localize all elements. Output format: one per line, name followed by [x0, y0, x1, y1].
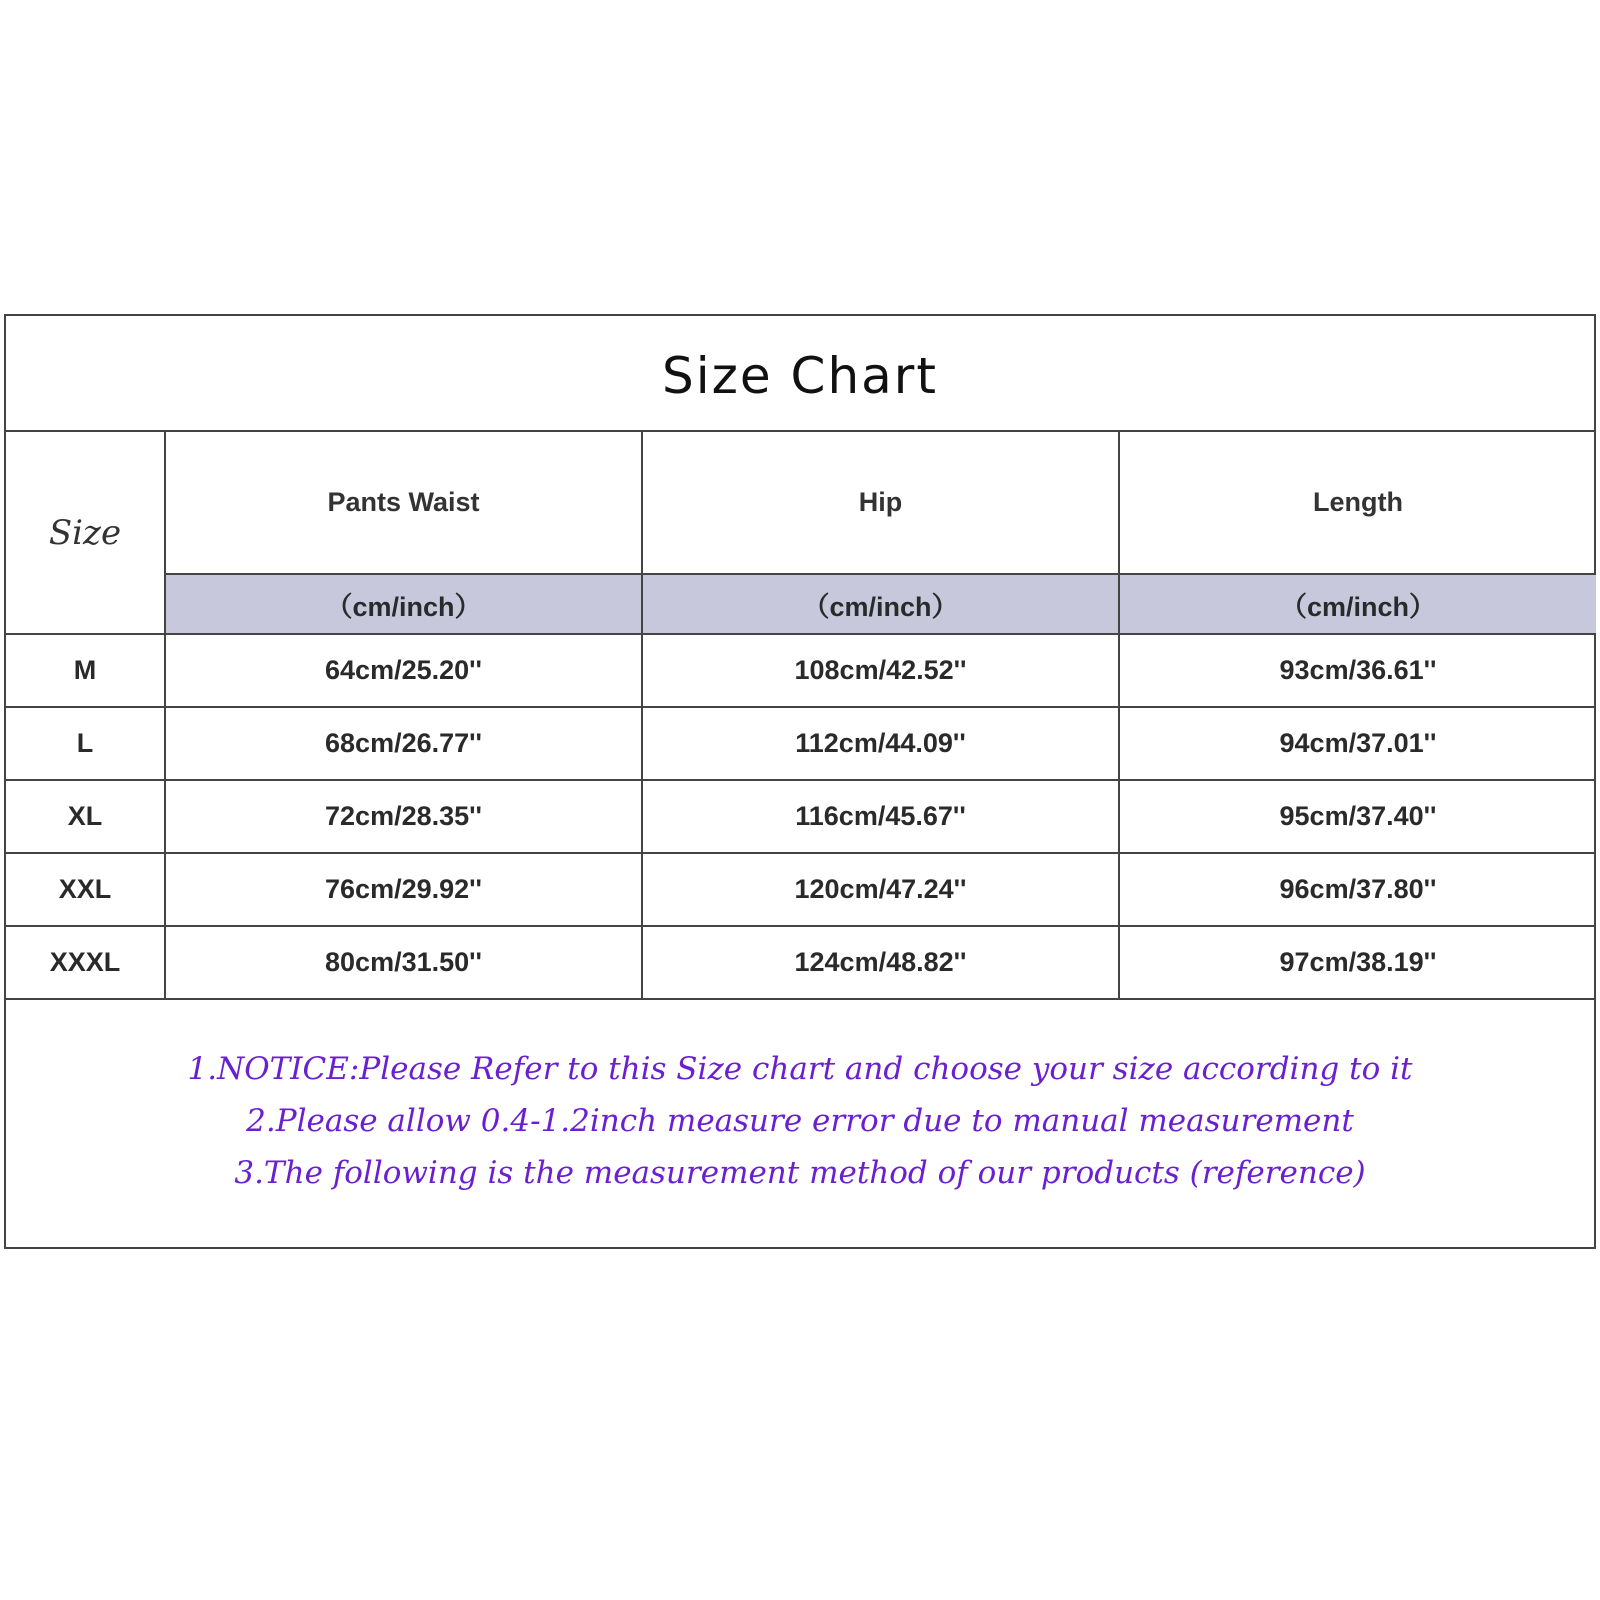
header-row	[6, 432, 1596, 574]
size-cell: XXXL	[6, 926, 165, 999]
size-cell: XL	[6, 780, 165, 853]
note-line: 1.NOTICE:Please Refer to this Size chart and choose your size according to it	[187, 1051, 1413, 1087]
hip-cell: 116cm/45.67''	[642, 780, 1119, 853]
pants-waist-header: Pants Waist	[165, 432, 642, 574]
hip-cell: 112cm/44.09''	[642, 707, 1119, 780]
size-cell: XXL	[6, 853, 165, 926]
unit-row	[6, 574, 1596, 634]
waist-cell: 80cm/31.50''	[165, 926, 642, 999]
size-table	[6, 432, 1596, 1000]
waist-cell: 76cm/29.92''	[165, 853, 642, 926]
size-chart	[4, 314, 1596, 1249]
notes-section	[6, 1000, 1594, 1250]
length-unit: （cm/inch）	[1119, 574, 1596, 634]
waist-cell: 68cm/26.77''	[165, 707, 642, 780]
hip-cell: 108cm/42.52''	[642, 634, 1119, 707]
length-cell: 96cm/37.80''	[1119, 853, 1596, 926]
hip-cell: 120cm/47.24''	[642, 853, 1119, 926]
waist-cell: 72cm/28.35''	[165, 780, 642, 853]
size-column-header: Size	[6, 432, 165, 634]
length-cell: 95cm/37.40''	[1119, 780, 1596, 853]
table-row	[6, 853, 1596, 926]
hip-header: Hip	[642, 432, 1119, 574]
note-line: 2.Please allow 0.4-1.2inch measure error due to manual measurement	[246, 1103, 1354, 1139]
table-row	[6, 707, 1596, 780]
table-row	[6, 634, 1596, 707]
hip-cell: 124cm/48.82''	[642, 926, 1119, 999]
table-row	[6, 926, 1596, 999]
table-row	[6, 780, 1596, 853]
pants-waist-unit: （cm/inch）	[165, 574, 642, 634]
length-header: Length	[1119, 432, 1596, 574]
title-row	[6, 316, 1594, 432]
chart-title: Size Chart	[662, 347, 938, 405]
size-cell: L	[6, 707, 165, 780]
hip-unit: （cm/inch）	[642, 574, 1119, 634]
length-cell: 94cm/37.01''	[1119, 707, 1596, 780]
size-cell: M	[6, 634, 165, 707]
waist-cell: 64cm/25.20''	[165, 634, 642, 707]
note-line: 3.The following is the measurement method of our products (reference)	[234, 1155, 1366, 1191]
length-cell: 93cm/36.61''	[1119, 634, 1596, 707]
length-cell: 97cm/38.19''	[1119, 926, 1596, 999]
